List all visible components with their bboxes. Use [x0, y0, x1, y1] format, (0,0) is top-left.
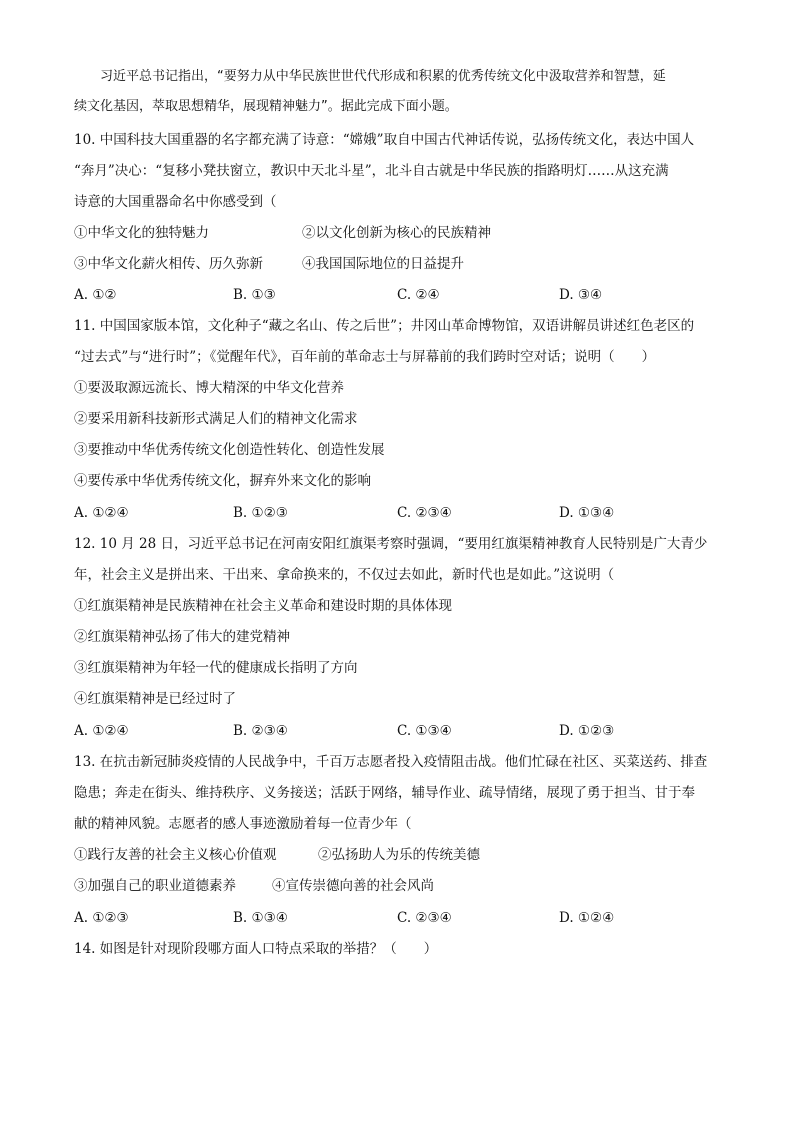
choice-a[interactable]: A. ①②	[74, 287, 117, 303]
choice-c[interactable]: C. ①③④	[397, 723, 452, 739]
question-stem-line: “奔月”决心：“复移小凳扶窗立，教识中天北斗星”，北斗自古就是中华民族的指路明灯……从这充满	[74, 163, 669, 179]
question-stem-line: 隐患；奔走在街头、维持秩序、义务接送；活跃于网络，辅导作业、疏导情绪，展现了勇于担当、甘于奉	[74, 785, 695, 801]
choice-d[interactable]: D. ③④	[559, 287, 603, 303]
choice-b[interactable]: B. ①②③	[233, 505, 288, 521]
choice-b[interactable]: B. ②③④	[233, 723, 288, 739]
question-stem-line: 诗意的大国重器命名中你感受到（	[74, 194, 277, 210]
statement-item: ③中华文化薪火相传、历久弥新	[74, 256, 263, 272]
statement-item: ④宣传崇德向善的社会风尚	[272, 878, 434, 894]
choice-a[interactable]: A. ①②④	[74, 723, 129, 739]
choice-d[interactable]: D. ①②④	[559, 910, 615, 926]
choice-c[interactable]: C. ②③④	[397, 505, 452, 521]
statement-item: ②以文化创新为核心的民族精神	[302, 225, 491, 241]
statement-item: ①中华文化的独特魅力	[74, 225, 209, 241]
choice-a[interactable]: A. ①②④	[74, 505, 129, 521]
question-stem-line: 12. 10 月 28 日，习近平总书记在河南安阳红旗渠考察时强调，“要用红旗渠精神教育人民特别是广大青少	[74, 536, 708, 552]
statement-item: ③红旗渠精神为年轻一代的健康成长指明了方向	[74, 660, 358, 676]
question-stem-line: 献的精神风貌。志愿者的感人事迹激励着每一位青少年（	[74, 816, 412, 832]
intro-line-2: 续文化基因，萃取思想精华，展现精神魅力”。据此完成下面小题。	[74, 99, 458, 114]
choice-b[interactable]: B. ①③	[233, 287, 276, 303]
statement-item: ④要传承中华优秀传统文化，摒弃外来文化的影响	[74, 473, 371, 489]
choice-d[interactable]: D. ①②③	[559, 723, 615, 739]
statement-item: ③加强自己的职业道德素养	[74, 878, 236, 894]
question-stem-line: 年，社会主义是拼出来、干出来、拿命换来的，不仅过去如此，新时代也是如此。”这说明（	[74, 567, 615, 583]
choice-d[interactable]: D. ①③④	[559, 505, 615, 521]
statement-item: ③要推动中华优秀传统文化创造性转化、创造性发展	[74, 442, 385, 458]
question-stem-line: 13. 在抗击新冠肺炎疫情的人民战争中，千百万志愿者投入疫情阻击战。他们忙碌在社区、买菜送药、排查	[74, 754, 708, 770]
statement-item: ②要采用新科技新形式满足人们的精神文化需求	[74, 411, 358, 427]
question-stem-line: 10. 中国科技大国重器的名字都充满了诗意：“嫦娥”取自中国古代神话传说，弘扬传统文化，表达中国人	[74, 132, 695, 148]
choice-b[interactable]: B. ①③④	[233, 910, 288, 926]
statement-item: ①红旗渠精神是民族精神在社会主义革命和建设时期的具体体现	[74, 598, 452, 614]
statement-item: ①要汲取源远流长、博大精深的中华文化营养	[74, 380, 344, 396]
intro-line-1: 习近平总书记指出，“要努力从中华民族世世代代形成和积累的优秀传统文化中汲取营养和智慧，延	[100, 69, 666, 84]
question-stem-line: 11. 中国国家版本馆，文化种子“藏之名山、传之后世”；井冈山革命博物馆，双语讲解员讲述红色老区的	[74, 318, 695, 334]
question-stem-line: “过去式”与“进行时”；《觉醒年代》，百年前的革命志士与屏幕前的我们跨时空对话；说明（ ）	[74, 349, 656, 365]
choice-c[interactable]: C. ②④	[397, 287, 440, 303]
choice-c[interactable]: C. ②③④	[397, 910, 452, 926]
statement-item: ④我国国际地位的日益提升	[302, 256, 464, 272]
statement-item: ①践行友善的社会主义核心价值观	[74, 847, 277, 863]
statement-item: ②弘扬助人为乐的传统美德	[318, 847, 480, 863]
statement-item: ②红旗渠精神弘扬了伟大的建党精神	[74, 629, 290, 645]
question-stem-line: 14. 如图是针对现阶段哪方面人口特点采取的举措？（ ）	[74, 941, 438, 957]
statement-item: ④红旗渠精神是已经过时了	[74, 691, 236, 707]
choice-a[interactable]: A. ①②③	[74, 910, 129, 926]
